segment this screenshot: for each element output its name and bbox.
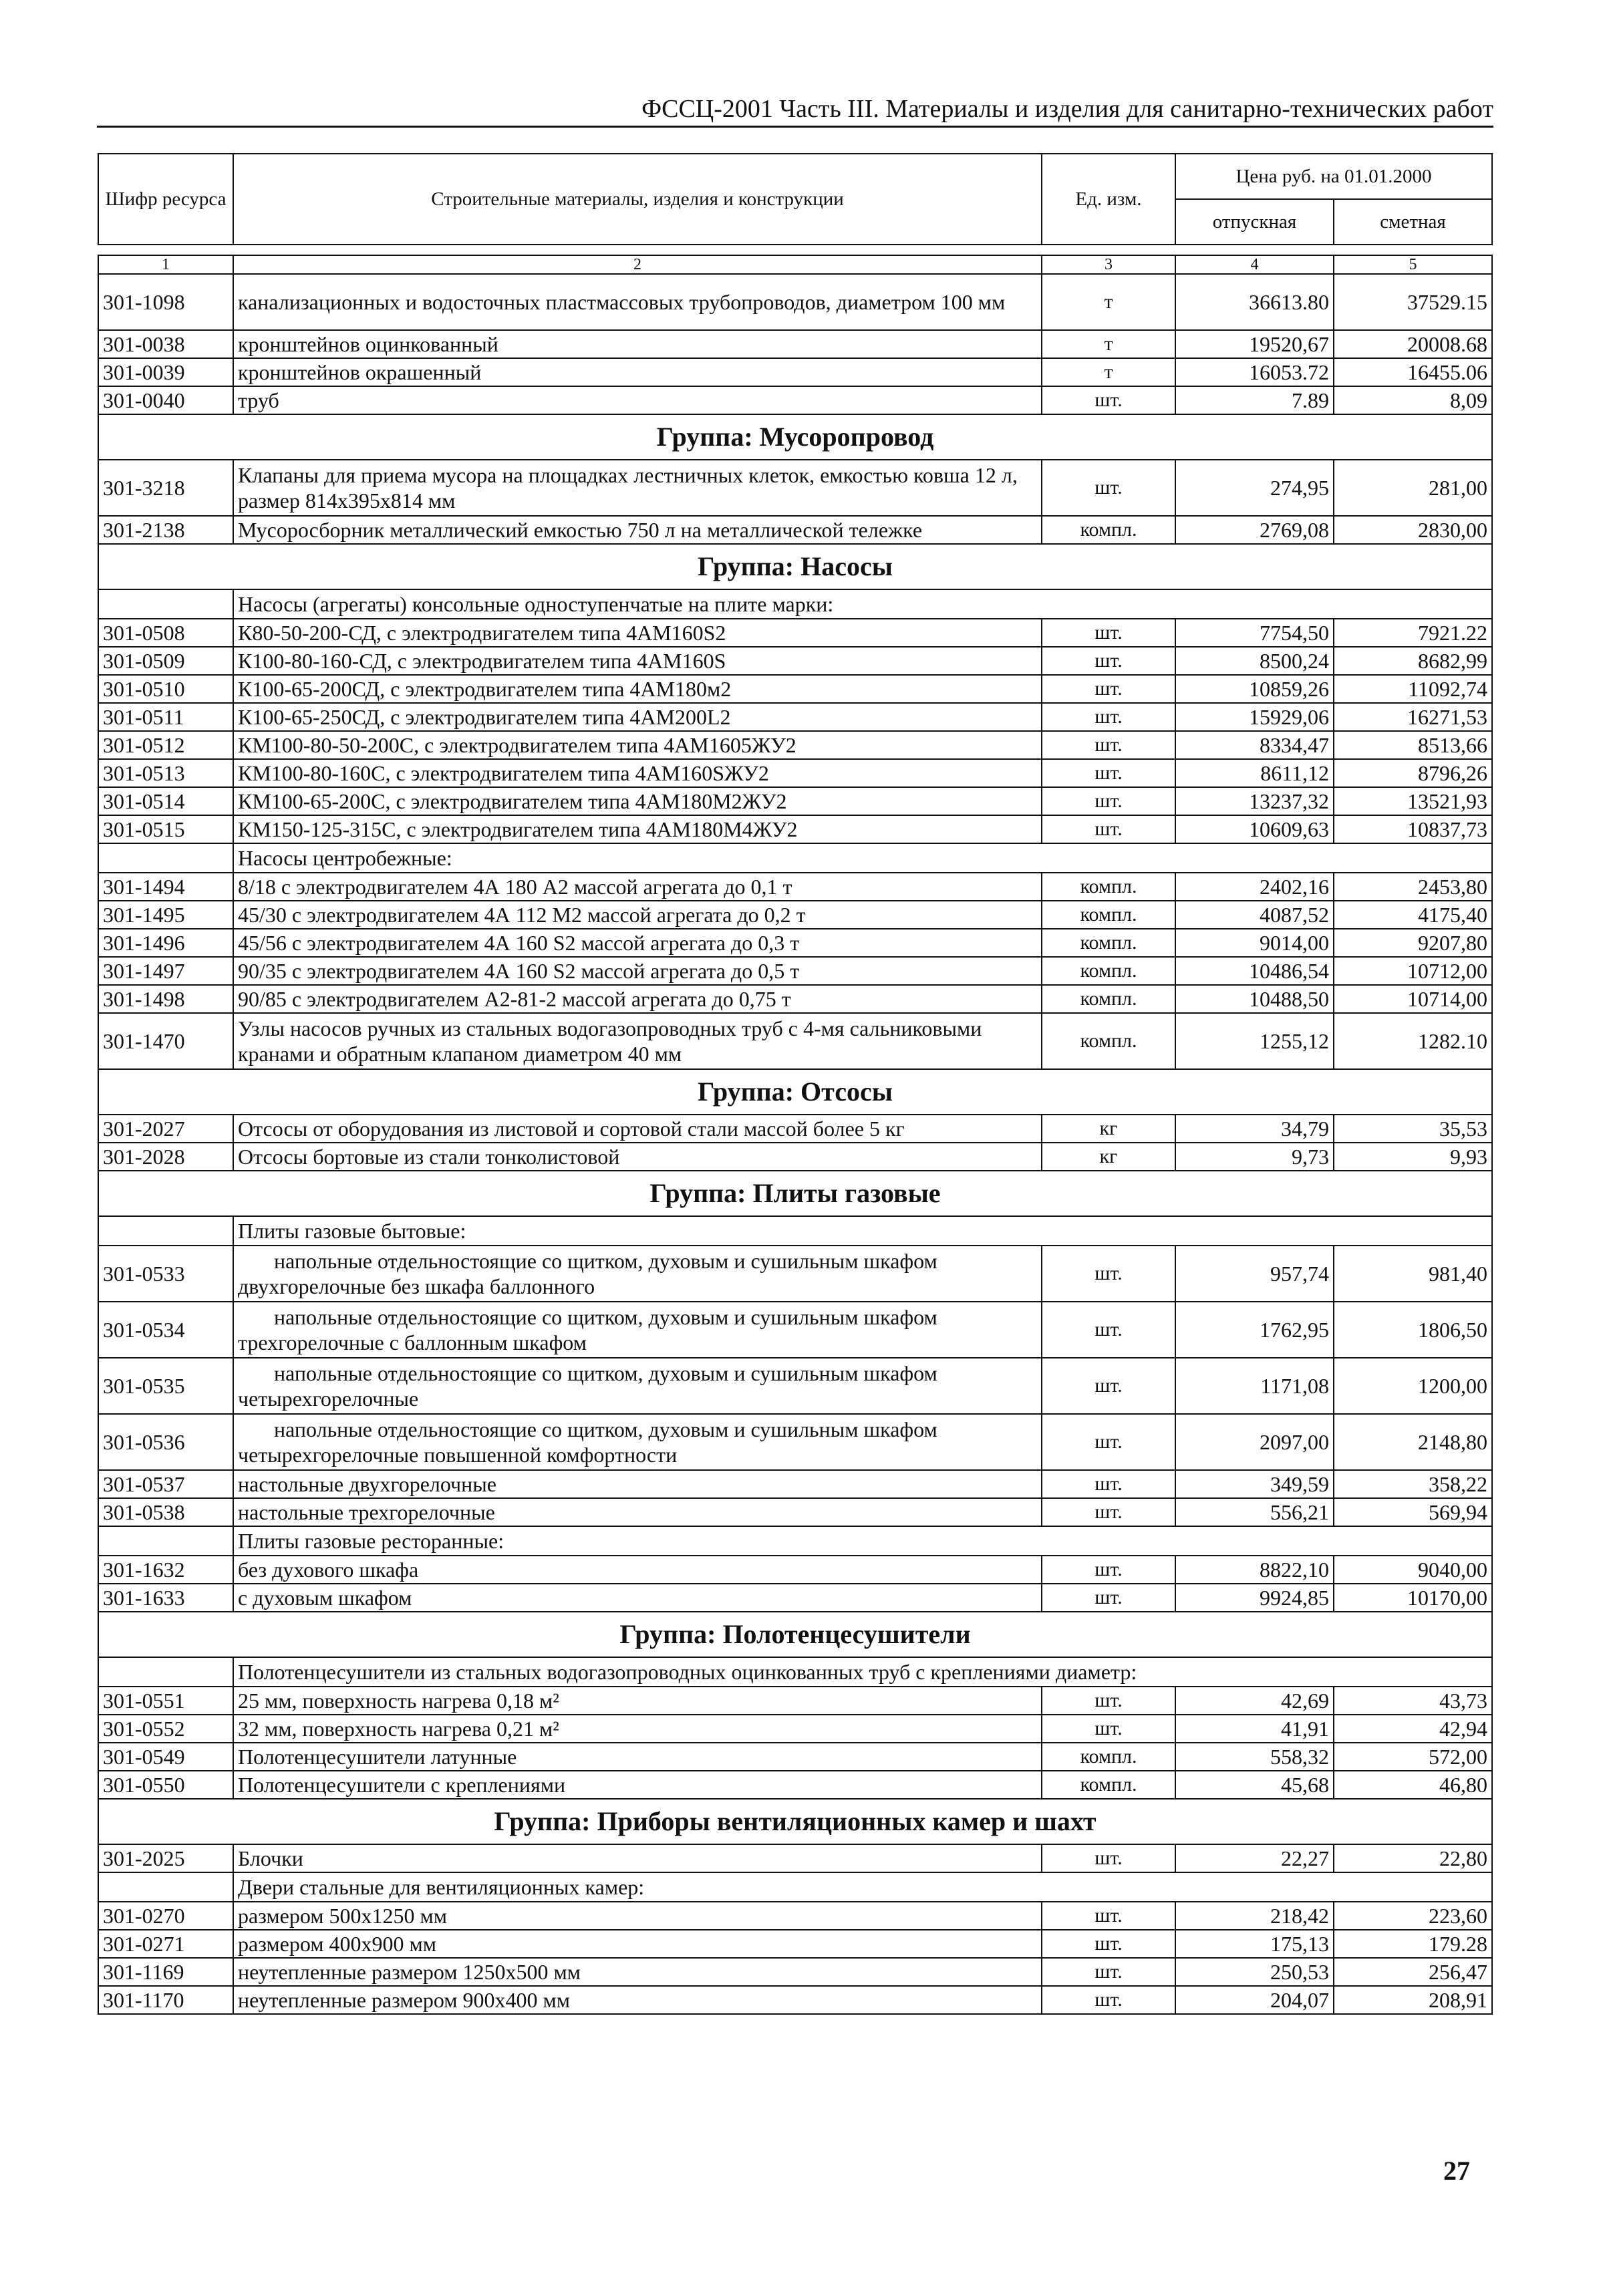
header-price: Цена руб. на 01.01.2000 [1175, 154, 1492, 199]
estimate-price: 37529.15 [1334, 274, 1492, 330]
item-unit: шт. [1042, 787, 1175, 815]
resource-code: 301-2027 [98, 1115, 233, 1143]
release-price: 1762,95 [1175, 1302, 1334, 1358]
table-row [98, 957, 1492, 985]
release-price: 9924,85 [1175, 1584, 1334, 1612]
release-price: 19520,67 [1175, 330, 1334, 358]
estimate-price: 16271,53 [1334, 703, 1492, 731]
item-unit: шт. [1042, 619, 1175, 647]
item-unit: т [1042, 330, 1175, 358]
item-description: 25 мм, поверхность нагрева 0,18 м² [233, 1687, 1042, 1715]
item-description: К100-65-250СД, с электродвигателем типа 4АМ200L2 [233, 703, 1042, 731]
resource-code: 301-2138 [98, 516, 233, 544]
col-number: 3 [1042, 255, 1175, 274]
table-row [98, 929, 1492, 957]
header-release-price: отпускная [1175, 199, 1334, 245]
resource-code: 301-0550 [98, 1771, 233, 1799]
table-row [98, 815, 1492, 843]
estimate-price: 2148,80 [1334, 1414, 1492, 1470]
resource-code: 301-0271 [98, 1930, 233, 1958]
item-description-line: четырехгорелочные [238, 1387, 419, 1411]
estimate-price: 179.28 [1334, 1930, 1492, 1958]
header-estimate-price: сметная [1334, 199, 1492, 245]
table-row [98, 731, 1492, 759]
group-title: Группа: Плиты газовые [98, 1171, 1492, 1216]
item-unit: шт. [1042, 1844, 1175, 1872]
item-description-line: напольные отдельностоящие со щитком, духовым и сушильным шкафом [274, 1417, 937, 1441]
table-row [98, 1584, 1492, 1612]
resource-code: 301-0513 [98, 759, 233, 787]
item-unit: кг [1042, 1115, 1175, 1143]
subgroup-row [98, 843, 1492, 873]
table-row [98, 647, 1492, 675]
estimate-price: 10837,73 [1334, 815, 1492, 843]
estimate-price: 572,00 [1334, 1743, 1492, 1771]
table-row [98, 1470, 1492, 1498]
table-row [98, 1556, 1492, 1584]
estimate-price: 8796,26 [1334, 759, 1492, 787]
release-price: 2402,16 [1175, 873, 1334, 901]
table-row [98, 1715, 1492, 1743]
group-heading-pumps [98, 544, 1492, 589]
table-row [98, 1958, 1492, 1986]
resource-code: 301-1497 [98, 957, 233, 985]
table-row [98, 1358, 1492, 1414]
item-unit: компл. [1042, 873, 1175, 901]
item-description: неутепленные размером 1250x500 мм [233, 1958, 1042, 1986]
group-heading-suction [98, 1069, 1492, 1115]
table-row [98, 1302, 1492, 1358]
estimate-price: 2830,00 [1334, 516, 1492, 544]
release-price: 16053.72 [1175, 358, 1334, 386]
table-row [98, 1771, 1492, 1799]
release-price: 45,68 [1175, 1771, 1334, 1799]
item-description: кронштейнов оцинкованный [233, 330, 1042, 358]
resource-code: 301-0551 [98, 1687, 233, 1715]
release-price: 250,53 [1175, 1958, 1334, 1986]
item-unit: шт. [1042, 386, 1175, 414]
table-row [98, 386, 1492, 414]
resource-code: 301-0538 [98, 1498, 233, 1526]
table-row [98, 1498, 1492, 1526]
item-description: КМ100-80-50-200С, с электродвигателем типа 4АМ1605ЖУ2 [233, 731, 1042, 759]
item-description: размером 400x900 мм [233, 1930, 1042, 1958]
item-description: КМ100-65-200С, с электродвигателем типа 4АМ180М2ЖУ2 [233, 787, 1042, 815]
item-description: Полотенцесушители латунные [233, 1743, 1042, 1771]
estimate-price: 22,80 [1334, 1844, 1492, 1872]
subgroup-row [98, 1216, 1492, 1246]
item-description-line: четырехгорелочные повышенной комфортности [238, 1443, 678, 1467]
item-unit: компл. [1042, 1743, 1175, 1771]
subgroup-row [98, 1657, 1492, 1687]
estimate-price: 46,80 [1334, 1771, 1492, 1799]
item-description: настольные трехгорелочные [233, 1498, 1042, 1526]
estimate-price: 7921.22 [1334, 619, 1492, 647]
item-unit: шт. [1042, 1687, 1175, 1715]
table-row [98, 759, 1492, 787]
item-description: 45/30 с электродвигателем 4А 112 М2 массой агрегата до 0,2 т [233, 901, 1042, 929]
group-title: Группа: Приборы вентиляционных камер и шахт [98, 1799, 1492, 1844]
group-heading-ventilation [98, 1799, 1492, 1844]
group-title: Группа: Насосы [98, 544, 1492, 589]
release-price: 34,79 [1175, 1115, 1334, 1143]
item-unit: шт. [1042, 1556, 1175, 1584]
item-unit: компл. [1042, 1771, 1175, 1799]
release-price: 10859,26 [1175, 675, 1334, 703]
table-row [98, 516, 1492, 544]
item-description-line: напольные отдельностоящие со щитком, духовым и сушильным шкафом [274, 1249, 937, 1273]
resource-code: 301-0549 [98, 1743, 233, 1771]
estimate-price: 35,53 [1334, 1115, 1492, 1143]
release-price: 41,91 [1175, 1715, 1334, 1743]
release-price: 9014,00 [1175, 929, 1334, 957]
item-description: Узлы насосов ручных из стальных водогазопроводных труб с 4-мя сальниковыми кранами и обратным клапаном диаметром 40 мм [233, 1013, 1042, 1069]
resource-code: 301-0508 [98, 619, 233, 647]
col-number: 1 [98, 255, 233, 274]
col-number: 2 [233, 255, 1042, 274]
table-row [98, 1013, 1492, 1069]
table-row [98, 1986, 1492, 2014]
item-description: Клапаны для приема мусора на площадках лестничных клеток, емкостью ковша 12 л, размер 814x395x814 мм [233, 460, 1042, 516]
item-description: настольные двухгорелочные [233, 1470, 1042, 1498]
resource-code: 301-1632 [98, 1556, 233, 1584]
item-description: 8/18 с электродвигателем 4А 180 А2 массой агрегата до 0,1 т [233, 873, 1042, 901]
group-title: Группа: Отсосы [98, 1069, 1492, 1115]
item-description: Мусоросборник металлический емкостью 750 л на металлической тележке [233, 516, 1042, 544]
resource-code: 301-0038 [98, 330, 233, 358]
release-price: 9,73 [1175, 1143, 1334, 1171]
table-row [98, 985, 1492, 1013]
resource-code: 301-0515 [98, 815, 233, 843]
item-description-line: напольные отдельностоящие со щитком, духовым и сушильным шкафом [274, 1305, 937, 1329]
estimate-price: 8513,66 [1334, 731, 1492, 759]
estimate-price: 1806,50 [1334, 1302, 1492, 1358]
estimate-price: 8682,99 [1334, 647, 1492, 675]
table-row [98, 460, 1492, 516]
estimate-price: 16455.06 [1334, 358, 1492, 386]
item-description: Полотенцесушители с креплениями [233, 1771, 1042, 1799]
table-row [98, 1115, 1492, 1143]
item-unit: шт. [1042, 1715, 1175, 1743]
table-row [98, 675, 1492, 703]
item-unit: т [1042, 274, 1175, 330]
release-price: 957,74 [1175, 1246, 1334, 1302]
item-description: с духовым шкафом [233, 1584, 1042, 1612]
item-description: КМ150-125-315С, с электродвигателем типа 4АМ180М4ЖУ2 [233, 815, 1042, 843]
estimate-price: 569,94 [1334, 1498, 1492, 1526]
item-description: Отсосы бортовые из стали тонколистовой [233, 1143, 1042, 1171]
estimate-price: 358,22 [1334, 1470, 1492, 1498]
table-row [98, 274, 1492, 330]
item-description: К100-80-160-СД, с электродвигателем типа 4АМ160S [233, 647, 1042, 675]
resource-code: 301-0270 [98, 1902, 233, 1930]
item-unit: шт. [1042, 1470, 1175, 1498]
release-price: 7754,50 [1175, 619, 1334, 647]
item-unit: шт. [1042, 759, 1175, 787]
subgroup-row [98, 1526, 1492, 1556]
item-unit: шт. [1042, 1930, 1175, 1958]
release-price: 558,32 [1175, 1743, 1334, 1771]
estimate-price: 42,94 [1334, 1715, 1492, 1743]
item-description: труб [233, 386, 1042, 414]
column-number-row [98, 255, 1492, 274]
estimate-price: 2453,80 [1334, 873, 1492, 901]
resource-code: 301-1494 [98, 873, 233, 901]
subgroup-title: Плиты газовые ресторанные: [233, 1526, 1492, 1556]
resource-code: 301-0537 [98, 1470, 233, 1498]
resource-code: 301-0509 [98, 647, 233, 675]
resource-code: 301-1098 [98, 274, 233, 330]
estimate-price: 10170,00 [1334, 1584, 1492, 1612]
table-row [98, 1414, 1492, 1470]
subgroup-title: Полотенцесушители из стальных водогазопроводных оцинкованных труб с креплениями диаметр: [233, 1657, 1492, 1687]
item-description-line: трехгорелочные с баллонным шкафом [238, 1330, 587, 1354]
release-price: 22,27 [1175, 1844, 1334, 1872]
table-row [98, 358, 1492, 386]
release-price: 556,21 [1175, 1498, 1334, 1526]
table-row [98, 1930, 1492, 1958]
item-description: размером 500x1250 мм [233, 1902, 1042, 1930]
release-price: 218,42 [1175, 1902, 1334, 1930]
item-description: неутепленные размером 900x400 мм [233, 1986, 1042, 2014]
item-unit: шт. [1042, 1958, 1175, 1986]
release-price: 8822,10 [1175, 1556, 1334, 1584]
estimate-price: 281,00 [1334, 460, 1492, 516]
header-code: Шифр ресурса [98, 154, 233, 245]
resource-code: 301-1495 [98, 901, 233, 929]
item-unit: кг [1042, 1143, 1175, 1171]
table-row [98, 1143, 1492, 1171]
item-unit: шт. [1042, 1986, 1175, 2014]
resource-code: 301-1496 [98, 929, 233, 957]
item-description [233, 1358, 1042, 1414]
resource-code: 301-0039 [98, 358, 233, 386]
resource-code: 301-0552 [98, 1715, 233, 1743]
table-row [98, 901, 1492, 929]
item-unit: компл. [1042, 957, 1175, 985]
release-price: 15929,06 [1175, 703, 1334, 731]
group-heading-towel-dryers [98, 1612, 1492, 1657]
release-price: 7.89 [1175, 386, 1334, 414]
release-price: 4087,52 [1175, 901, 1334, 929]
item-unit: шт. [1042, 1246, 1175, 1302]
release-price: 274,95 [1175, 460, 1334, 516]
group-title: Группа: Мусоропровод [98, 414, 1492, 460]
item-description [233, 1414, 1042, 1470]
estimate-price: 223,60 [1334, 1902, 1492, 1930]
table-row [98, 1687, 1492, 1715]
col-number: 5 [1334, 255, 1492, 274]
resource-code: 301-1470 [98, 1013, 233, 1069]
item-unit: шт. [1042, 703, 1175, 731]
release-price: 1171,08 [1175, 1358, 1334, 1414]
resource-code: 301-0533 [98, 1246, 233, 1302]
table-row [98, 873, 1492, 901]
estimate-price: 10712,00 [1334, 957, 1492, 985]
table-row [98, 1902, 1492, 1930]
item-unit: шт. [1042, 1498, 1175, 1526]
resource-code: 301-0534 [98, 1302, 233, 1358]
subgroup-title: Двери стальные для вентиляционных камер: [233, 1872, 1492, 1902]
resource-code: 301-0512 [98, 731, 233, 759]
table-row [98, 330, 1492, 358]
item-unit: шт. [1042, 1902, 1175, 1930]
item-unit: компл. [1042, 1013, 1175, 1069]
header-description: Строительные материалы, изделия и конструкции [233, 154, 1042, 245]
release-price: 2097,00 [1175, 1414, 1334, 1470]
item-description: КМ100-80-160С, с электродвигателем типа 4АМ160SЖУ2 [233, 759, 1042, 787]
item-unit: компл. [1042, 901, 1175, 929]
resource-code: 301-1169 [98, 1958, 233, 1986]
resource-code: 301-0040 [98, 386, 233, 414]
release-price: 36613.80 [1175, 274, 1334, 330]
col-number: 4 [1175, 255, 1334, 274]
item-unit: шт. [1042, 1302, 1175, 1358]
estimate-price: 20008.68 [1334, 330, 1492, 358]
item-unit: компл. [1042, 516, 1175, 544]
item-unit: т [1042, 358, 1175, 386]
item-description: 32 мм, поверхность нагрева 0,21 м² [233, 1715, 1042, 1743]
item-description: 45/56 с электродвигателем 4А 160 S2 массой агрегата до 0,3 т [233, 929, 1042, 957]
item-description: 90/35 с электродвигателем 4А 160 S2 массой агрегата до 0,5 т [233, 957, 1042, 985]
item-description: Блочки [233, 1844, 1042, 1872]
resource-code: 301-1170 [98, 1986, 233, 2014]
table-row [98, 1844, 1492, 1872]
table-row [98, 787, 1492, 815]
estimate-price: 1200,00 [1334, 1358, 1492, 1414]
release-price: 10486,54 [1175, 957, 1334, 985]
table-row [98, 703, 1492, 731]
estimate-price: 9,93 [1334, 1143, 1492, 1171]
table-row [98, 1246, 1492, 1302]
release-price: 8334,47 [1175, 731, 1334, 759]
resource-code: 301-1498 [98, 985, 233, 1013]
estimate-price: 10714,00 [1334, 985, 1492, 1013]
item-unit: шт. [1042, 1584, 1175, 1612]
release-price: 2769,08 [1175, 516, 1334, 544]
release-price: 349,59 [1175, 1470, 1334, 1498]
item-unit: шт. [1042, 647, 1175, 675]
item-description: кронштейнов окрашенный [233, 358, 1042, 386]
subgroup-title: Насосы центробежные: [233, 843, 1492, 873]
price-table [98, 153, 1493, 2015]
estimate-price: 11092,74 [1334, 675, 1492, 703]
item-unit: шт. [1042, 460, 1175, 516]
release-price: 8611,12 [1175, 759, 1334, 787]
resource-code: 301-0510 [98, 675, 233, 703]
group-heading-stoves [98, 1171, 1492, 1216]
item-description-line: двухгорелочные без шкафа баллонного [238, 1274, 595, 1298]
item-unit: компл. [1042, 985, 1175, 1013]
subgroup-row [98, 589, 1492, 619]
item-unit: шт. [1042, 675, 1175, 703]
release-price: 1255,12 [1175, 1013, 1334, 1069]
estimate-price: 9207,80 [1334, 929, 1492, 957]
subgroup-title: Насосы (агрегаты) консольные одноступенчатые на плите марки: [233, 589, 1492, 619]
item-description: К80-50-200-СД, с электродвигателем типа 4АМ160S2 [233, 619, 1042, 647]
item-unit: шт. [1042, 1358, 1175, 1414]
table-row [98, 619, 1492, 647]
estimate-price: 9040,00 [1334, 1556, 1492, 1584]
estimate-price: 981,40 [1334, 1246, 1492, 1302]
estimate-price: 256,47 [1334, 1958, 1492, 1986]
resource-code: 301-0511 [98, 703, 233, 731]
release-price: 10488,50 [1175, 985, 1334, 1013]
item-description [233, 1302, 1042, 1358]
release-price: 42,69 [1175, 1687, 1334, 1715]
item-description: 90/85 с электродвигателем А2-81-2 массой агрегата до 0,75 т [233, 985, 1042, 1013]
subgroup-title: Плиты газовые бытовые: [233, 1216, 1492, 1246]
release-price: 13237,32 [1175, 787, 1334, 815]
resource-code: 301-0535 [98, 1358, 233, 1414]
release-price: 204,07 [1175, 1986, 1334, 2014]
item-description: К100-65-200СД, с электродвигателем типа 4АМ180м2 [233, 675, 1042, 703]
estimate-price: 1282.10 [1334, 1013, 1492, 1069]
estimate-price: 4175,40 [1334, 901, 1492, 929]
page-number: 27 [1443, 2156, 1470, 2186]
item-unit: компл. [1042, 929, 1175, 957]
group-heading-garbage [98, 414, 1492, 460]
item-description [233, 1246, 1042, 1302]
item-unit: шт. [1042, 815, 1175, 843]
subgroup-row [98, 1872, 1492, 1902]
estimate-price: 208,91 [1334, 1986, 1492, 2014]
page-header: ФССЦ-2001 Часть III. Материалы и изделия для санитарно-технических работ [97, 94, 1493, 128]
resource-code: 301-1633 [98, 1584, 233, 1612]
resource-code: 301-0536 [98, 1414, 233, 1470]
group-title: Группа: Полотенцесушители [98, 1612, 1492, 1657]
estimate-price: 8,09 [1334, 386, 1492, 414]
resource-code: 301-2025 [98, 1844, 233, 1872]
item-unit: шт. [1042, 731, 1175, 759]
estimate-price: 43,73 [1334, 1687, 1492, 1715]
resource-code: 301-3218 [98, 460, 233, 516]
table-row [98, 1743, 1492, 1771]
resource-code: 301-2028 [98, 1143, 233, 1171]
item-description: канализационных и водосточных пластмассовых трубопроводов, диаметром 100 мм [233, 274, 1042, 330]
item-unit: шт. [1042, 1414, 1175, 1470]
item-description-line: напольные отдельностоящие со щитком, духовым и сушильным шкафом [274, 1361, 937, 1385]
release-price: 8500,24 [1175, 647, 1334, 675]
release-price: 175,13 [1175, 1930, 1334, 1958]
item-description: Отсосы от оборудования из листовой и сортовой стали массой более 5 кг [233, 1115, 1042, 1143]
header-unit: Ед. изм. [1042, 154, 1175, 245]
item-description: без духового шкафа [233, 1556, 1042, 1584]
estimate-price: 13521,93 [1334, 787, 1492, 815]
release-price: 10609,63 [1175, 815, 1334, 843]
resource-code: 301-0514 [98, 787, 233, 815]
